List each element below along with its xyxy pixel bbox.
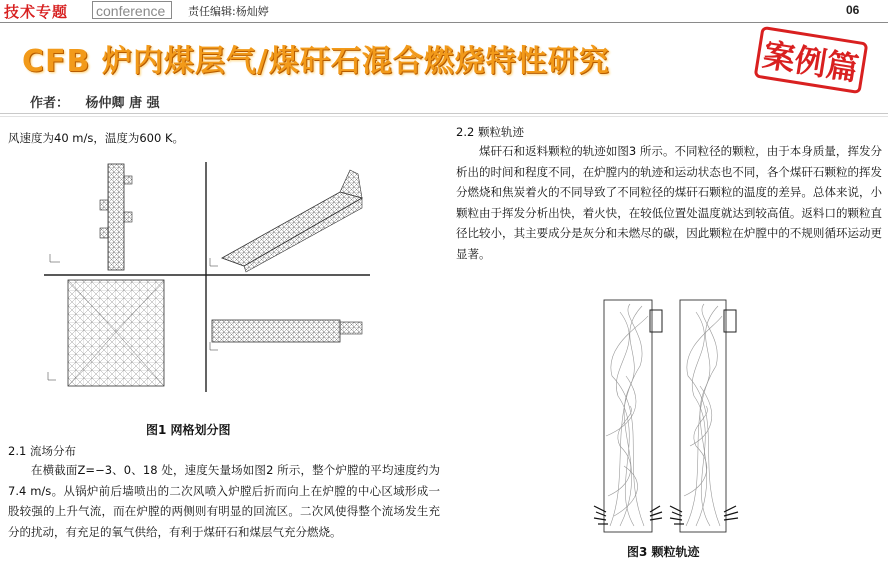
mesh-isometric-view xyxy=(210,170,362,272)
author-names: 杨仲卿 唐 强 xyxy=(85,96,160,111)
section-2-2-heading: 2.2 颗粒轨迹 xyxy=(456,125,524,139)
article-title: CFB 炉内煤层气/煤矸石混合燃烧特性研究 xyxy=(22,44,610,79)
mesh-figure xyxy=(44,162,370,392)
header-divider xyxy=(0,22,888,23)
mesh-side-view xyxy=(210,320,362,350)
trajectory-furnace-right xyxy=(680,300,736,532)
section-english-label: conference xyxy=(92,1,172,19)
lead-sentence: 风速度为40 m/s，温度为600 K。 xyxy=(8,131,185,145)
author-divider xyxy=(0,113,888,114)
section-2-2-body: 煤矸石和返料颗粒的轨迹如图3 所示。不同粒径的颗粒，由于本身质量，挥发分析出的时间和程度不同，在炉膛内的轨迹和运动状态也不同，各个煤矸石颗粒的挥发分燃烧和焦炭着火的不同导致了不同粒径的煤矸石颗粒的温度的差异。总体来说，小颗粒由于挥发分析出快，着火快，在较低位置处温度就达到较高值。返料口的颗粒直径比较小，其主要成分是灰分和未燃尽的碳，因此颗粒在炉膛中的不规则循环运动更显著。 xyxy=(456,144,882,261)
author-line xyxy=(30,92,160,111)
trajectory-furnace-left xyxy=(604,300,662,532)
author-label: 作者： xyxy=(30,96,70,111)
section-2-1-body: 在横截面Z=−3、0、18 处，速度矢量场如图2 所示，整个炉膛的平均速度约为7.4 m/s。从锅炉前后墙喷出的二次风喷入炉膛后折而向上在炉膛的中心区域形成一股较强的上升气流，而在炉膛的两侧则有明显的回流区。二次风使得整个流场发生充分的扰动，有充足的氧气供给，有利于煤矸石和煤层气充分燃烧。 xyxy=(8,463,440,539)
figure3-caption: 图3 颗粒轨迹 xyxy=(627,545,700,559)
section-2-1-heading: 2.1 流场分布 xyxy=(8,444,76,458)
particle-trajectory-figure xyxy=(590,296,750,536)
mesh-top-view xyxy=(48,280,164,386)
section-tag: 技术专题 xyxy=(4,3,69,21)
author-divider-secondary xyxy=(0,116,888,117)
mesh-front-view xyxy=(50,164,132,270)
page-header xyxy=(0,0,888,22)
figure1-caption: 图1 网格划分图 xyxy=(146,423,231,437)
case-stamp: 案例篇 xyxy=(754,26,869,94)
responsible-editor: 责任编辑:杨灿婷 xyxy=(188,5,269,18)
page-number: 06 xyxy=(846,3,860,17)
